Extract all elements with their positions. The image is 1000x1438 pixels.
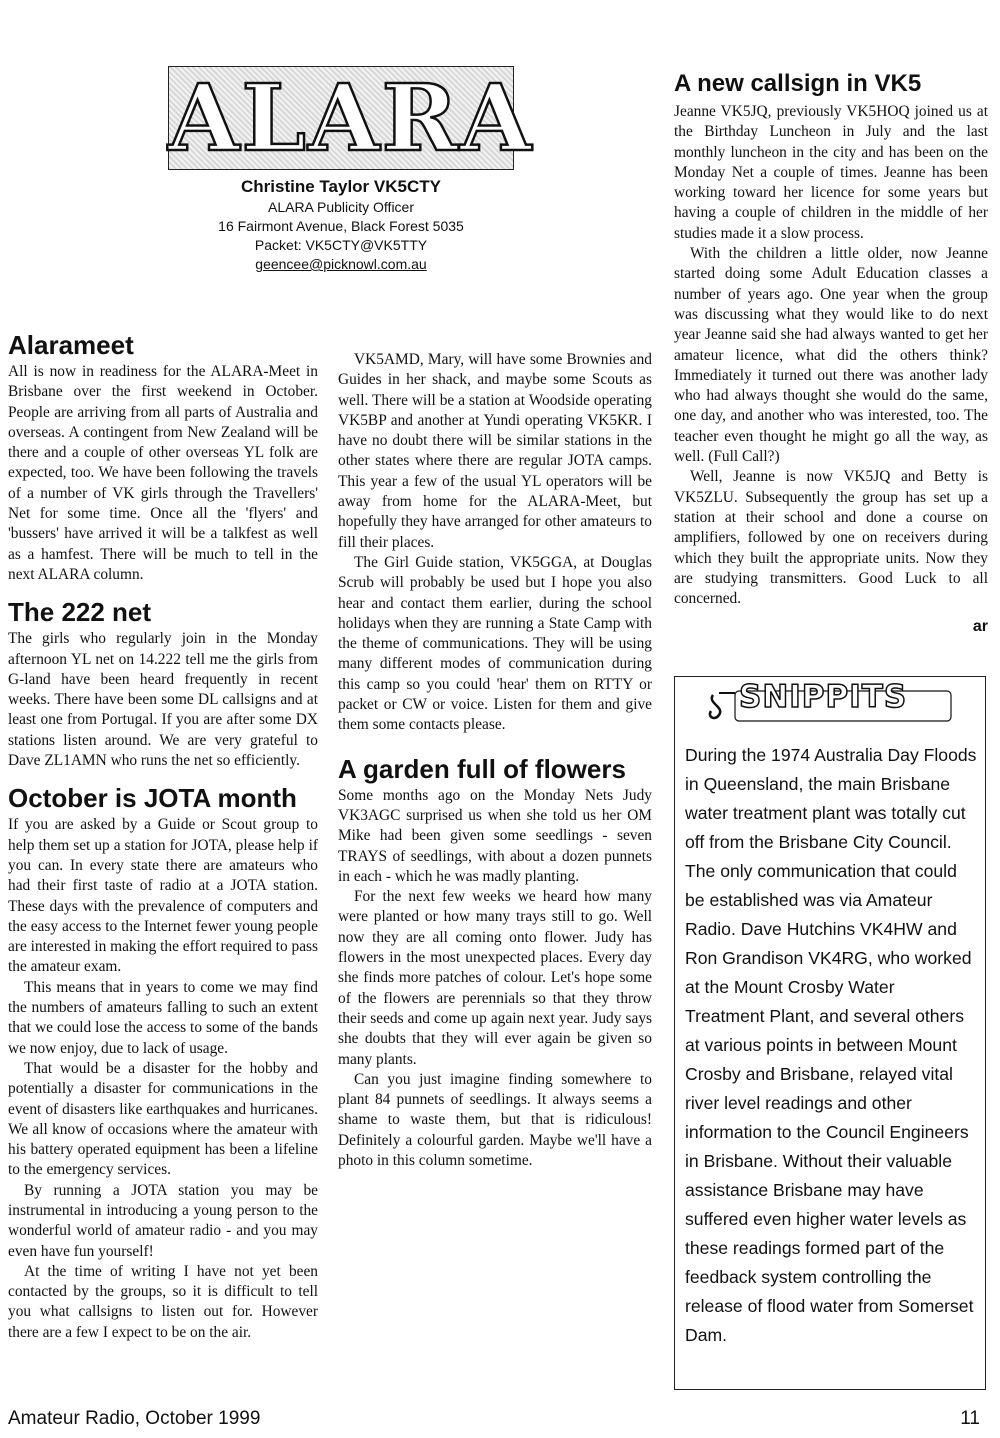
jota-paragraph-6: VK5AMD, Mary, will have some Brownies and Guides in her shack, and maybe some Scouts as well. There will be a station at Woodside operating VK5BP and another at Yundi operating VK5KR. I have no doubt there will be similar stations in the other states where there are regular JOTA camps. This year a few of the usual YL operators will be away from home for the ALARA-Meet, but hopefully they have arranged for other amateurs to fill their places. <box>338 351 652 551</box>
garden-paragraph-2: For the next few weeks we heard how many were planted or how many trays still to go. Well now they are all coming onto flower. Judy has flowers in the most unexpected places. Every day she finds more patches of colour. Let's hope some of the flowers are perennials so that they throw their seeds and come up again next year. Judy says she doubts that they will ever again be given so many plants. <box>338 888 652 1068</box>
jota-paragraph-1: If you are asked by a Guide or Scout group to help them set up a station for JOTA, please help if you can. In every state there are amateurs who had their first taste of radio at a JOTA station. These days with the prevalence of computers and the easy access to the Internet fewer young people are interested in making the effort required to pass the amateur exam. <box>8 816 318 976</box>
column-right <box>674 70 988 638</box>
garden-paragraph-3: Can you just imagine finding somewhere to plant 84 punnets of seedlings. It always seems a shame to waste them, but that is ridiculous! Definitely a colourful garden. Maybe we'll have a photo in this column sometime. <box>338 1070 652 1169</box>
jota-paragraph-4: By running a JOTA station you may be instrumental in introducing a young person to the wonderful world of amateur radio - and you may even have fun yourself! <box>8 1181 318 1260</box>
alarameet-heading: Alarameet <box>8 330 134 360</box>
alara-logo-text: ALARA <box>168 64 534 172</box>
signoff: ar <box>972 618 988 636</box>
garden-heading: A garden full of flowers <box>338 753 626 784</box>
callsign-paragraph-1: Jeanne VK5JQ, previously VK5HOQ joined us at the Birthday Luncheon in July and the last monthly luncheon in the city and has been on the Monday Net a couple of times. Jeanne has been working toward her licence for some years but having a couple of children in the middle of her studies made it a slow process. <box>674 103 988 242</box>
author-role: ALARA Publicity Officer <box>267 199 415 215</box>
column-middle <box>338 350 652 1171</box>
page-number: 11 <box>960 1408 980 1429</box>
author-email-link[interactable]: geencee@picknowl.com.au <box>255 256 427 272</box>
net222-heading: The 222 net <box>8 597 152 628</box>
jota-heading: October is JOTA month <box>8 783 297 814</box>
jota-paragraph-7: The Girl Guide station, VK5GGA, at Douglas Scrub will probably be used but I hope you also hear and contact them earlier, during the school holidays when they are running a State Camp with the theme of communications. They will be using many different modes of communication during this camp so you could 'hear' them on RTTY or packet or CW or voice. Listen for them and give them some contacts please. <box>338 553 652 734</box>
snippets-box <box>674 676 986 1390</box>
snippets-title: SNIPPITS <box>739 679 908 715</box>
jota-paragraph-5: At the time of writing I have not yet been contacted by the groups, so it is difficult to tell you what callsigns to listen out for. However there are a few I expect to be on the air. <box>8 1262 318 1341</box>
callsign-paragraph-3: Well, Jeanne is now VK5JQ and Betty is VK5ZLU. Subsequently the group has set up a station at their school and done a course on amplifiers, followed by one on receivers during which they built the appropriate units. Now they are studying transmitters. Good Luck to all concerned. <box>674 468 988 608</box>
callsign-paragraph-2: With the children a little older, now Jeanne started doing some Adult Education classes a number of years ago. One year when the group was discussing what they would like to do next year Jeanne said she had always wanted to get her amateur licence, what did the others think? Immediately it turned out there was another lady who had always thought she would do the same, one day, and another who was interested, too. The teacher even thought he might go all the way, as well. (Full Call?) <box>674 245 988 466</box>
author-packet: Packet: VK5CTY@VK5TTY <box>254 237 428 253</box>
publication-footer: Amateur Radio, October 1999 <box>8 1408 261 1429</box>
jota-paragraph-2: This means that in years to come we may find the numbers of amateurs falling to such an extent that we could lose the access to some of the bands we now enjoy, due to lack of usage. <box>8 978 318 1057</box>
alara-logo <box>168 64 534 172</box>
column-left <box>8 330 318 1343</box>
net222-paragraph: The girls who regularly join in the Monday afternoon YL net on 14.222 tell me the girls from G-land have been heard frequently in recent weeks. There have been some DL callsigns and at least one from Portugal. If you are after some DX stations listen around. We are very grateful to Dave ZL1AMN who runs the net so efficiently. <box>8 630 318 770</box>
jota-paragraph-3: That would be a disaster for the hobby and potentially a disaster for communications in the event of disasters like earthquakes and hurricanes. We all know of occasions where the amateur with his battery operated equipment has been a lifeline to the emergency services. <box>8 1059 318 1179</box>
alarameet-paragraph: All is now in readiness for the ALARA-Meet in Brisbane over the first weekend in October. People are arriving from all parts of Australia and overseas. A contingent from New Zealand will be there and a couple of other overseas YL folk are expected, too. We have been following the travels of a number of VK girls through the Travellers' Net for some time. Once all the 'flyers' and 'bussers' have arrived it will be a talkfest as well as a hamfest. There will be much to tell in the next ALARA column. <box>8 363 318 583</box>
garden-paragraph-1: Some months ago on the Monday Nets Judy VK3AGC surprised us when she told us her OM Mike had been given some seedlings - seven TRAYS of seedlings, with about a dozen punnets in each - which he was madly planting. <box>338 786 652 885</box>
contact-block <box>168 176 514 274</box>
snippets-body: During the 1974 Australia Day Floods in Queensland, the main Brisbane water treatment plant was totally cut off from the Brisbane City Council. The only communication that could be established was via Amateur Radio. Dave Hutchins VK4HW and Ron Grandison VK4RG, who worked at the Mount Crosby Water Treatment Plant, and several others at various points in between Mount Crosby and Brisbane, relayed vital river level readings and other information to the Council Engineers in Brisbane. Without their valuable assistance Brisbane may have suffered even higher water levels as these readings formed part of the feedback system controlling the release of flood water from Somerset Dam. <box>685 745 977 1345</box>
author-address: 16 Fairmont Avenue, Black Forest 5035 <box>218 218 464 234</box>
callsign-heading: A new callsign in VK5 <box>674 70 922 97</box>
author-name: Christine Taylor VK5CTY <box>241 177 441 196</box>
